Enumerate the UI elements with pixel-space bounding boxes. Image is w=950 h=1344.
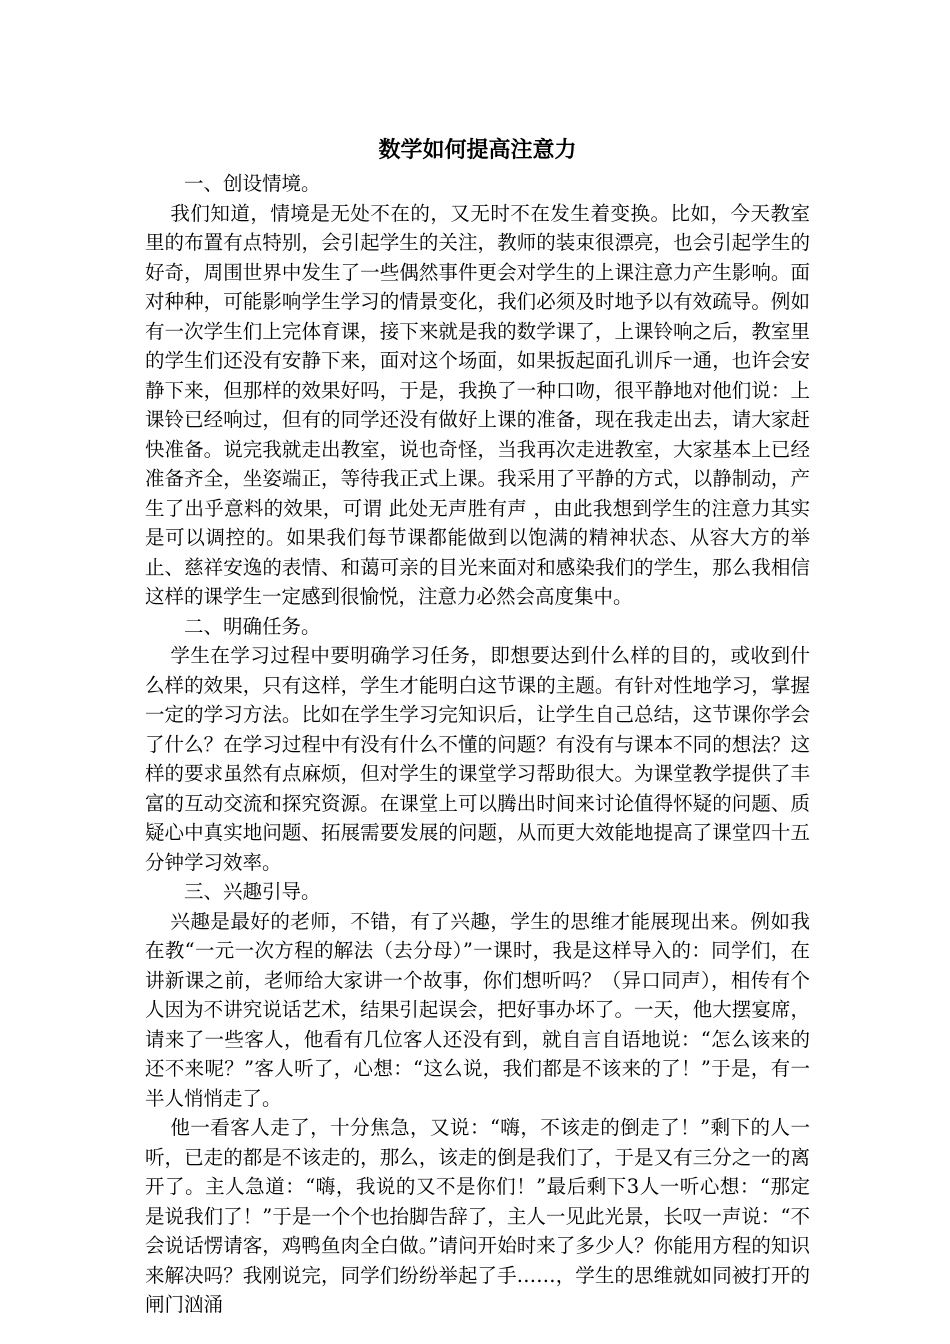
section-heading: 二、明确任务。: [184, 614, 321, 638]
document-page: [145, 133, 810, 1320]
paragraph: 兴趣是最好的老师，不错，有了兴趣，学生的思维才能展现出来。例如我在教“一元一次方程的解法（去分母）”一课时，我是这样导入的：同学们，在讲新课之前，老师给大家讲一个故事，你们想听吗？（异口同声），相传有个人因为不讲究说话艺术，结果引起误会，把好事办坏了。一天，他大摆宴席，请来了一些客人，他看有几位客人还没有到，就自言自语地说：“怎么该来的还不来呢？”客人听了，心想：“这么说，我们都是不该来的了！”于是，有一半人悄悄走了。: [145, 909, 810, 1110]
section-heading: 一、创设情境。: [184, 172, 321, 195]
paragraph: 学生在学习过程中要明确学习任务，即想要达到什么样的目的，或收到什么样的效果，只有这样，学生才能明白这节课的主题。有针对性地学习，掌握一定的学习方法。比如在学生学习完知识后，让学生自己总结，这节课你学会了什么？在学习过程中有没有什么不懂的问题？有没有与课本不同的想法？这样的要求虽然有点麻烦，但对学生的课堂学习帮助很大。为课堂教学提供了丰富的互动交流和探究资源。在课堂上可以腾出时间来讨论值得怀疑的问题、质疑心中真实地问题、拓展需要发展的问题，从而更大效能地提高了课堂四十五分钟学习效率。: [145, 644, 810, 874]
section-2: [145, 612, 810, 878]
section-3: [145, 877, 810, 1320]
paragraph: 我们知道，情境是无处不在的，又无时不在发生着变换。比如，今天教室里的布置有点特别，会引起学生的关注，教师的装束很漂亮，也会引起学生的好奇，周围世界中发生了一些偶然事件更会对学生的上课注意力产生影响。面对种种，可能影响学生学习的情景变化，我们必须及时地予以有效疏导。例如有一次学生们上完体育课，接下来就是我的数学课了，上课铃响之后，教室里的学生们还没有安静下来，面对这个场面，如果扳起面孔训斥一通，也许会安静下来，但那样的效果好吗，于是，我换了一种口吻，很平静地对他们说：上课铃已经响过，但有的同学还没有做好上课的准备，现在我走出去，请大家赶快准备。说完我就走出教室，说也奇怪，当我再次走进教室，大家基本上已经准备齐全，坐姿端正，等待我正式上课。我采用了平静的方式，以静制动，产生了出乎意料的效果，可谓 此处无声胜有声 ，由此我想到学生的注意力其实是可以调控的。如果我们每节课都能做到以饱满的精神状态、从容大方的举止、慈祥安逸的表情、和蔼可亲的目光来面对和感染我们的学生，那么我相信这样的课学生一定感到很愉悦，注意力必然会高度集中。: [145, 201, 810, 608]
paragraph: 他一看客人走了，十分焦急，又说：“嗨，不该走的倒走了！”剩下的人一听，已走的都是不该走的，那么，该走的倒是我们了，于是又有三分之一的离开了。主人急道：“嗨，我说的又不是你们！”最后剩下3人一听心想：“那定是说我们了！”于是一个个也抬脚告辞了，主人一见此光景，长叹一声说：“不会说话愣请客，鸡鸭鱼肉全白做。”请问开始时来了多少人？你能用方程的知识来解决吗？我刚说完，同学们纷纷举起了手……，学生的思维就如同被打开的闸门汹涌: [145, 1116, 810, 1316]
section-heading: 三、兴趣引导。: [184, 880, 321, 903]
section-1: [145, 169, 810, 612]
document-title: 数学如何提高注意力: [378, 137, 577, 163]
